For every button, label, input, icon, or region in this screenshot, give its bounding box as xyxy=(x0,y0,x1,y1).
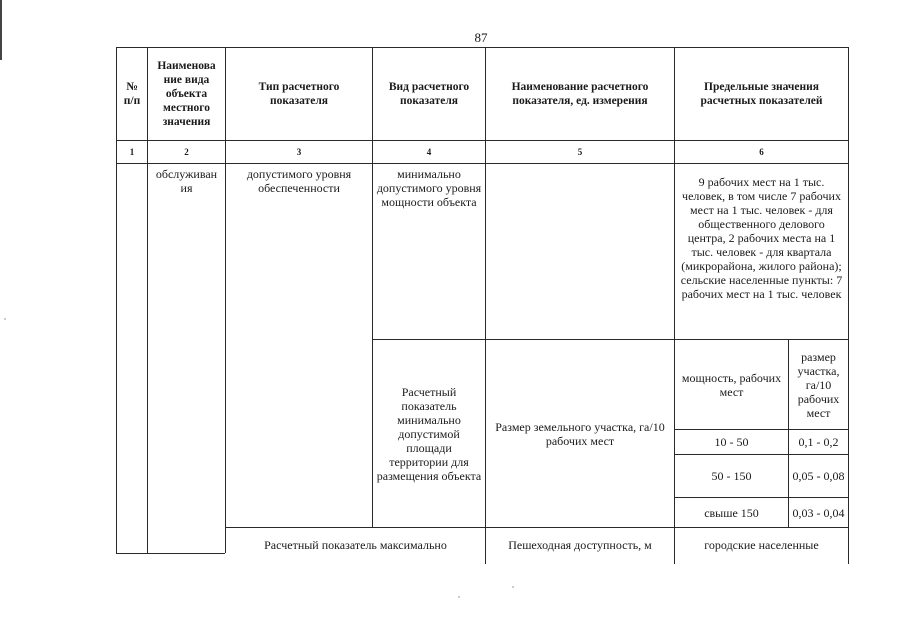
column-number: 4 xyxy=(426,147,432,157)
page-number: 87 xyxy=(474,30,488,45)
subheader-capacity: мощность, рабочих мест xyxy=(681,370,782,399)
cell-pedestrian-access: Пешеходная доступность, м xyxy=(508,538,652,552)
cell-indicator-name-area: Размер земельного участка, га/10 рабочих мест xyxy=(495,419,665,448)
cell-indicator-max: Расчетный показатель максимально xyxy=(264,538,447,552)
cell-indicator-kind-area: Расчетный показатель минимально допустимой площади территории для размещения объекта xyxy=(376,384,482,483)
column-number: 1 xyxy=(129,147,135,157)
scan-speck xyxy=(4,318,6,320)
capacity-value: свыше 150 xyxy=(704,505,759,520)
column-number: 5 xyxy=(577,147,583,157)
scan-speck xyxy=(512,586,514,588)
cell-indicator-type: допустимого уровня обеспеченности xyxy=(246,167,352,195)
header-cell-object-name: Наименова ние вида объекта местного значения xyxy=(157,60,216,128)
table-line xyxy=(848,47,849,564)
plot-size-value: 0,1 - 0,2 xyxy=(798,435,839,449)
plot-size-value: 0,03 - 0,04 xyxy=(792,505,845,520)
cell-indicator-kind: минимально допустимого уровня мощности объекта xyxy=(376,167,482,209)
cell-object-name: обслуживан ия xyxy=(155,167,218,195)
column-number: 6 xyxy=(759,147,764,157)
header-cell-indicator-name: Наименование расчетного показателя, ед. измерения xyxy=(511,81,649,107)
table-line xyxy=(116,553,225,554)
column-number: 3 xyxy=(296,147,302,157)
column-number: 2 xyxy=(184,147,189,157)
capacity-value: 10 - 50 xyxy=(714,435,749,449)
header-cell-number: № п/п xyxy=(123,81,141,107)
scan-edge-mark xyxy=(0,0,2,60)
header-cell-indicator-kind: Вид расчетного показателя xyxy=(388,81,470,107)
capacity-value: 50 - 150 xyxy=(711,469,752,483)
header-cell-limit-values: Предельные значения расчетных показателей xyxy=(700,81,823,107)
header-cell-indicator-type: Тип расчетного показателя xyxy=(258,81,340,107)
plot-size-value: 0,05 - 0,08 xyxy=(792,469,845,483)
cell-urban-settlements: городские населенные xyxy=(704,538,819,552)
subheader-plot-size: размер участка, га/10 рабочих мест xyxy=(797,349,840,420)
cell-limit-values: 9 рабочих мест на 1 тыс. человек, в том числе 7 рабочих мест на 1 тыс. человек - для общественного делового центра, 2 рабочих места на 1 тыс. человек - для квартала (микрорайона, жилого района); сельские населенные пункты: 7 рабочих мест на 1 тыс. человек xyxy=(680,175,843,301)
scan-speck xyxy=(458,596,460,598)
